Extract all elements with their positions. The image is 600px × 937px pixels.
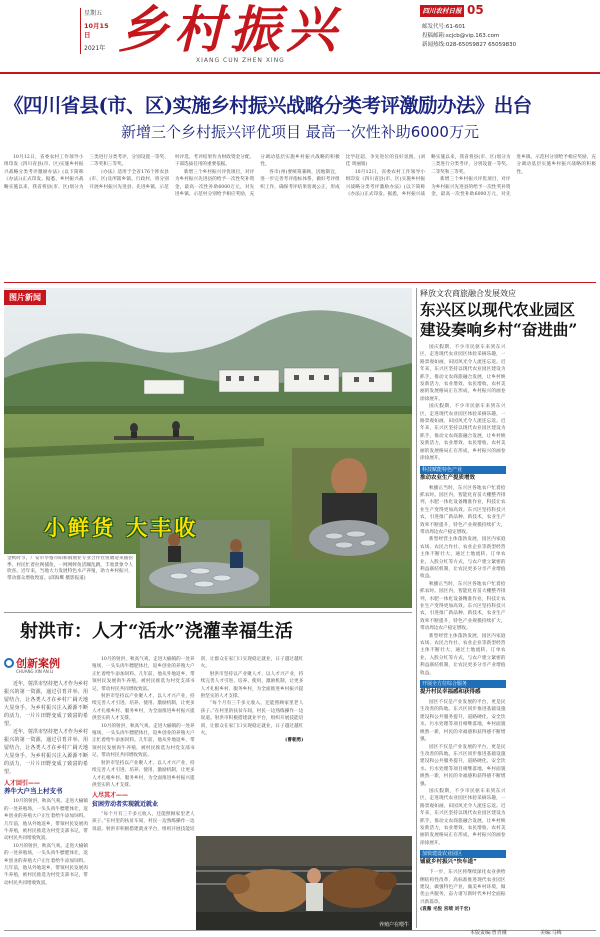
lead-paragraph: 新增三个乡村振兴评优项目，对评为乡村振兴先进县的给予一次性奖补资金，最高一次性补助6000万元，对先进乡镇、示范村分别给予相应奖励，充分调动基层实施乡村振兴战略的积极性。	[174, 155, 340, 198]
section-pinyin: XIANG CUN ZHEN XING	[196, 57, 285, 64]
shehong-credit: (曹朝勇)	[285, 738, 304, 744]
footer-editor: 本版责编:曾青娥	[470, 930, 507, 936]
dongxing-subhead-3: 加快建设农业园区 铺就乡村振兴“快车道”	[420, 850, 506, 866]
dongxing-body: 国庆假期，不少市民驱车来到东兴区，走进现代农业园区体验采摘乐趣，一路景观如画，田园风光令人流连忘返。近年来，东兴区坚持以现代农业园区建设为抓手，推动文农商旅融合发展，让乡村焕发新活力，农业增效、农民增收、农村美丽的发展格局正在形成，乡村振兴的画卷徐徐展开。 国庆假期，不少市民驱车来到东兴区，走进现代农业园区体验采摘乐趣，一路景观如画，田园风光令人流连忘返。近年来，东兴区坚持以现代农业园区建设为抓手，推动文农商旅融合发展，让乡村焕发新活力，农业增效、农民增收、农村美丽的发展格局正在形成，乡村振兴的画卷徐徐展开。 科技赋能特色产业 推动农业生产提质增效 秋播正当时，东兴区各地农户忙着抢抓农时。园区内，智能化育苗大棚整齐排列，水肥一体化设备精准作业，科技让农业生产变得更加高效。东兴区坚持科技兴农，引进推广新品种、新技术，农业生产效率不断提升，特色产业规模持续扩大，带动周边农户稳定增收。 新型经营主体蓬勃发展，园区内家庭农场、农民合作社、农业企业等新型经营主体不断壮大，通过土地流转、订单农业、入股分红等方式，与农户建立紧密的利益联结机制，让农民更多分享产业增值收益。 秋播正当时，东兴区各地农户忙着抢抓农时。园区内，智能化育苗大棚整齐排列，水肥一体化设备精准作业，科技让农业生产变得更加高效。东兴区坚持科技兴农，引进推广新品种、新技术，农业生产效率不断提升，特色产业规模持续扩大，带动周边农户稳定增收。 新型经营主体蓬勃发展，园区内家庭农场、农民合作社、农业企业等新型经营主体不断壮大，通过土地流转、订单农业、入股分红等方式，与农户建立紧密的利益联结机制，让农民更多分享产业增值收益。 开展全方位综合服务 提升村民幸福感和获得感 园区不仅是产业发展的平台，更是民生改善的阵地。东兴区同步推进基础设施建设和公共服务提升，道路硬化、安全饮水、污水处理等项目相继落地，乡村面貌焕然一新，村民的幸福感和获得感不断增强。 园区不仅是产业发展的平台，更是民生改善的阵地。东兴区同步推进基础设施建设和公共服务提升，道路硬化、安全饮水、污水处理等项目相继落地，乡村面貌焕然一新，村民的幸福感和获得感不断增强。 国庆假期，不少市民驱车来到东兴区，走进现代农业园区体验采摘乐趣，一路景观如画，田园风光令人流连忘返。近年来，东兴区坚持以现代农业园区建设为抓手，推动文农商旅融合发展，让乡村焕发新活力，农业增效、农民增收、农村美丽的发展格局正在形成，乡村振兴的画卷徐徐展开。 加快建设农业园区 铺就乡村振兴“快车道” 下一步，东兴区将继续深化农业供给侧结构性改革，高标准推进现代农业园区建设，做强特色产业，做美乡村环境，做优公共服务，奋力谱写新时代乡村全面振兴新篇章。 (袁薇 毛悦 宫靖 刘千宏)	[420, 345, 506, 913]
column-tag-pinyin: CHUANG XIN AN LI	[16, 669, 54, 674]
editor-code: 邮发代号:61-601	[422, 24, 466, 30]
column-tag-title: 创新案例	[16, 657, 60, 670]
photo-caption: 金秋时节，广安市华蓥市阳和镇渔业专业合作社鱼塘迎来捕捞季，村民忙着拉网捕鱼，一网网鲜鱼活蹦乱跳，丰收景象令人欣喜。近年来，当地大力发展特色水产养殖，助力乡村振兴，带动群众增收致富。(邱海鹰 摄影报道)	[7, 556, 133, 581]
paper-logo	[420, 5, 464, 17]
weekday: 星期五	[84, 10, 103, 17]
lead-paragraph: 新增三个乡村振兴评优项目，对评为乡村振兴先进县的给予一次性奖补资金，最高一次性补助6000万元，对先进乡镇、示范村分别给予相应奖励，充分调动基层实施乡村振兴战略的积极性。	[431, 155, 596, 198]
shehong-headline: 射洪市：人才“活水”浇灌幸福生活	[20, 621, 293, 642]
cattle-photo	[196, 836, 412, 930]
shehong-subhead-2: 人尽其才—— 贫困劳动者实现就近就业	[92, 792, 159, 808]
photo-overlay-text: 小鲜货 大丰收	[44, 516, 199, 540]
photo-news-tag: 图片新闻	[4, 290, 46, 305]
year: 2021年	[84, 45, 106, 52]
paper-name: 四川农村日报	[422, 7, 462, 15]
submission-email: 投稿邮箱:scjcb@vip.163.com	[422, 33, 500, 39]
dongxing-headline-2: 建设奏响乡村“奋进曲”	[420, 320, 578, 339]
lead-paragraph: 10月12日，省委农村工作领导小组印发《四川省县(市、区)实施乡村振兴战略分类考评激励办法》(以下简称《办法》)正式印发。据悉，乡村振兴战略实施以来，我省将县(市、区)划分为三类进行分类考评，分别设置一等奖、二等奖和三等奖。	[4, 155, 169, 190]
shehong-left-body: 近年，射洪市坚持把人才作为乡村振兴的第一资源，通过引育并举、用留结合，让各类人才在乡村广阔天地大显身手，为乡村振兴注入源源不断的活力，一片片田野变成了致富的希望。 近年，射洪市坚持把人才作为乡村振兴的第一资源，通过引育并举、用留结合，让各类人才在乡村广阔天地大显身手，为乡村振兴注入源源不断的活力，一片片田野变成了致富的希望。 人才回引—— 养牛大户当上村支书 10月的射洪，秋高气爽。走进大榆镇的一处养殖场，一头头肉牛膘肥体壮，返乡创业的养殖大户正忙着给牛添加饲料。几年前，他从外地返乡，带领村民发展肉牛养殖，被村民推选为村党支部书记，带动村民共同增收致富。 10月的射洪，秋高气爽。走进大榆镇的一处养殖场，一头头肉牛膘肥体壮，返乡创业的养殖大户正忙着给牛添加饲料。几年前，他从外地返乡，带领村民发展肉牛养殖，被村民推选为村党支部书记，带动村民共同增收致富。	[4, 681, 88, 886]
right-column-divider	[416, 288, 417, 928]
shehong-middle-body: 10月的射洪，秋高气爽。走进大榆镇的一处养殖场，一头头肉牛膘肥体壮，返乡创业的养殖大户正忙着给牛添加饲料。几年前，他从外地返乡，带领村民发展肉牛养殖，被村民推选为村党支部书记，带动村民共同增收致富。 射洪市坚持以产业聚人才、以人才兴产业，持续完善人才引进、培养、使用、激励机制，让更多人才扎根乡村、服务乡村，为全面推进乡村振兴提供坚实的人才支撑。 10月的射洪，秋高气爽。走进大榆镇的一处养殖场，一头头肉牛膘肥体壮，返乡创业的养殖大户正忙着给牛添加饲料。几年前，他从外地返乡，带领村民发展肉牛养殖，被村民推选为村党支部书记，带动村民共同增收致富。 射洪市坚持以产业聚人才、以人才兴产业，持续完善人才引进、培养、使用、激励机制，让更多人才扎根乡村、服务乡村，为全面推进乡村振兴提供坚实的人才支撑。 人尽其才—— 贫困劳动者实现就近就业 “每个月有三千多元收入，还能照顾家里老人孩子。”在村里的扶贫车间，村民一边熟练操作一边说道。射洪市积极搭建就业平台，组织开展技能培训，让群众在家门口实现稳定就业，日子越过越红火。 射洪市坚持以产业聚人才、以人才兴产业，持续完善人才引进、培养、使用、激励机制，让更多人才扎根乡村、服务乡村，为全面推进乡村振兴提供坚实的人才支撑。 “每个月有三千多元收入，还能照顾家里老人孩子。”在村里的扶贫车间，村民一边熟练操作一边说道。射洪市积极搭建就业平台，组织开展技能培训，让群众在家门口实现稳定就业，日子越过越红火。 (曹朝勇)	[92, 657, 304, 832]
lead-paragraph: 《办法》适用于全省176个涉农县(市、区)及所辖乡镇、行政村，将分别开展乡村振兴先进县、先进乡镇、示范村评选，考评结果作为财政资金分配、干部选拔任用的重要依据。	[89, 155, 255, 190]
column-tag-icon	[4, 658, 14, 668]
column-tag	[4, 655, 74, 677]
photo-credit: (邱海鹰 摄影报道)	[48, 575, 86, 581]
cattle-photo-block	[196, 836, 412, 930]
shehong-subhead-1: 人才回引—— 养牛大户当上村支书	[4, 780, 63, 796]
lead-subhead: 新增三个乡村振兴评优项目 最高一次性补助6000万元	[121, 123, 479, 141]
dongxing-subhead-2: 开展全方位综合服务 提升村民幸福感和获得感	[420, 680, 506, 696]
dongxing-headline-1: 东兴区以现代农业园区	[420, 300, 576, 319]
section-title: 乡村振兴	[118, 1, 342, 59]
dongxing-subhead-1: 科技赋能特色产业 推动农业生产提质增效	[420, 466, 506, 482]
dongxing-kicker: 释放文农商旅融合发展效应	[420, 289, 516, 298]
footer-designer: 美编:马梅	[540, 930, 562, 936]
photo-caption-box	[4, 554, 136, 608]
shehong-top-rule	[4, 612, 412, 613]
lead-body	[4, 154, 596, 276]
masthead-rule	[0, 72, 600, 74]
lead-headline: 《四川省县(市、区)实施乡村振兴战略分类考评激励办法》出台	[4, 94, 532, 117]
news-hotline: 新闻热线:028-65059827 65059830	[422, 42, 517, 48]
cattle-photo-caption: 养殖户在喂牛	[378, 922, 409, 928]
masthead	[0, 0, 600, 70]
lead-bottom-rule	[4, 282, 596, 283]
date-box	[80, 8, 114, 54]
lead-paragraph: 10月12日，省委农村工作领导小组印发《四川省县(市、区)实施乡村振兴战略分类考评激励办法》(以下简称《办法》)正式印发。据悉，乡村振兴战略实施以来，我省将县(市、区)划分为三类进行分类考评，分别设置一等奖、二等奖和三等奖。	[345, 155, 511, 198]
page-number: 05	[467, 3, 484, 17]
photo-news-block	[4, 288, 412, 608]
footer-rule	[4, 930, 596, 931]
shehong-intro: 近年，射洪市坚持把人才作为乡村振兴的第一资源，通过引育并举、用留结合，让各类人才在乡村广阔天地大显身手，为乡村振兴注入源源不断的活力，一片片田野变成了致富的希望。	[4, 681, 88, 727]
dongxing-credit: (袁薇 毛悦 宫靖 刘千宏)	[420, 907, 471, 913]
lead-paragraph: 各市(州)要统筹兼顾，因地制宜，进一步完善考评指标体系，做好考评组织工作，确保考评结果客观公正，形成比学赶超、争先进位的良好氛围。(刘佳 周丽娟)	[260, 155, 426, 190]
date-md: 10月15日	[84, 22, 109, 39]
